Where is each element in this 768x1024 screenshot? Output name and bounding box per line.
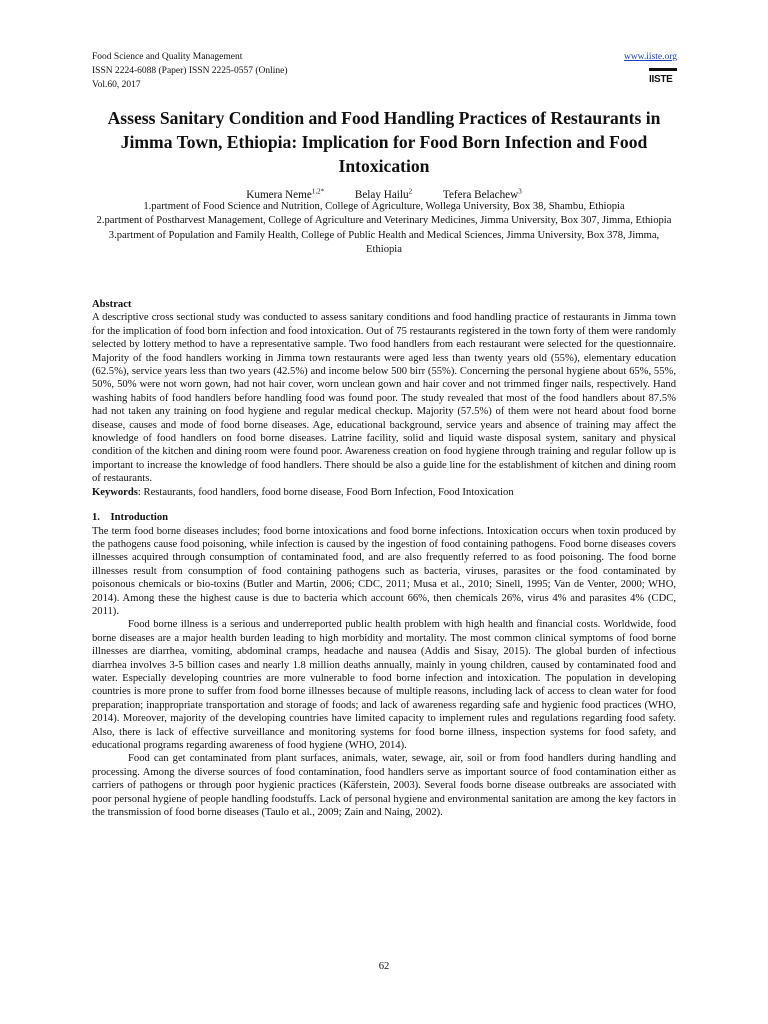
author-2: Belay Hailu$^2$ <box>354 187 413 201</box>
journal-url-link[interactable]: www.iiste.org <box>623 52 677 62</box>
paper-title: Assess Sanitary Condition and Food Handling Practices of Restaurants in Jimma Town, Ethiopia: Implication for Food Born Infection and Food Intoxication <box>107 108 661 176</box>
keywords-line <box>92 486 676 499</box>
intro-paragraph-1: The term food borne diseases includes; food borne intoxications and food borne infections. Intoxication occurs when toxin produced by the pathogens cause food poisoning, while infection is caused by the ingestion of food containing pathogens. Food borne diseases covers illnesses acquired through consumption of contaminated food, and are also frequently referred to as food poisoning. The food borne illnesses result from consumption of food containing pathogens such as bacteria, viruses, parasites or the food contaminated by poisonous chemicals or bio-toxins (Butler and Martin, 2006; CDC, 2011; Musa et al., 2010; Sinell, 1995; Van de Venter, 2000; WHO, 2014). Among these the highest cause is due to bacteria which account 66%, then chemicals 26%, virus 4% and parasites 4% (CDC, 2011). <box>92 525 676 617</box>
author-1: Kumera Neme$^{1,2*}$ <box>246 187 325 201</box>
keywords-label: Keywords <box>92 486 138 498</box>
affiliation-2: 2.partment of Postharvest Management, College of Agriculture and Veterinary Medicines, Jimma University, Box 307, Jimma, Ethiopia <box>96 215 672 227</box>
author-3: Tefera Belachew$^3$ <box>442 187 522 201</box>
section-heading-introduction: 1. Introduction <box>92 512 169 524</box>
volume-line: Vol.60, 2017 <box>92 80 141 90</box>
intro-paragraph-3: Food can get contaminated from plant surfaces, animals, water, sewage, air, soil or from food handlers during handling and processing. Among the diverse sources of food contamination, food handlers serve as important source of food contamination either as carriers of pathogens or through poor hygienic practices (Käferstein, 2003). Several foods borne disease outbreaks are associated with poor personal hygiene of people handling foodstuffs. Lack of personal hygiene and environmental sanitation are among the key factors in the transmission of food borne diseases (Taulo et al., 2009; Zain and Naing, 2002). <box>92 753 676 819</box>
page-number: 62 <box>378 961 390 972</box>
iiste-logo <box>649 68 677 90</box>
abstract-text: A descriptive cross sectional study was conducted to assess sanitary conditions and food handling practice of restaurants in Jimma town for the implication of food born infection and food intoxication. Out of 75 restaurants registered in the town forty of them were randomly selected by lottery method to have a representative sample. Two food handlers from each restaurant were selected for the questionnaire. Majority of the food handlers working in Jimma town restaurants were aged less than twenty years old (55%), elementary education (62.5%), service years less than two years (42.5%) and income below 500 birr (55%). Concerning the personal hygiene about 65%, 55%, 50%, 50% were not worn gown, had not hair cover, worn unclean gown and hair cover and not trimmed finger nails, respectively. Hand washing habits of food handlers before handling food was found poor. The study revealed that most of the food handlers about 87.5% had not taken any training on food hygiene and regular medical checkup. Majority (57.5%) of them were not heard about food borne disease, causes and mode of food borne diseases. Age, educational background, service years and absence of training may affect the knowledge of food handlers on food borne diseases. Latrine facility, solid and liquid waste disposal system, sanitary and physical condition of the kitchen and dining room were found poor. Awareness creation on food hygiene through training and regular follow up is important to increase the knowledge of food handlers. There should be also a guide line for the establishment of kitchen and dining room of restaurants. <box>92 312 676 485</box>
intro-paragraph-2: Food borne illness is a serious and underreported public health problem with high health and financial costs. Worldwide, food borne diseases are a major health burden leading to high morbidity and mortality. The most common clinical symptoms of food borne illnesses are diarrhea, vomiting, abdominal cramps, headache and nausea (Addis and Sisay, 2015). The global burden of infectious diarrhea involves 3-5 billion cases and nearly 1.8 million deaths annually, mainly in young children, caused by contaminated food and water. Especially developing countries are more vulnerable to food borne infection and intoxication. The population in developing countries is more prone to suffer from food borne illnesses because of multiple reasons, including lack of access to clean water for food preparation; inappropriate transportation and storage of foods; and lack of awareness regarding safe and hygienic food practices (WHO, 2014). Moreover, majority of the developing countries have limited capacity to implement rules and regulations regarding food safety. Also, there is lack of effective surveillance and monitoring systems for food borne illness, inspection systems for food safety, and educational programs regarding awareness of food hygiene (WHO, 2014). <box>92 619 676 751</box>
journal-name: Food Science and Quality Management <box>92 52 243 62</box>
journal-link-area <box>624 50 677 64</box>
journal-header <box>92 50 288 92</box>
logo-bar <box>649 68 677 71</box>
logo-text: IISTE <box>649 74 673 85</box>
affiliation-1: 1.partment of Food Science and Nutrition, College of Agriculture, Wollega University, Box 38, Shambu, Ethiopia <box>143 201 625 212</box>
affiliation-3: 3.partment of Population and Family Health, College of Public Health and Medical Sciences, Jimma University, Box 378, Jimma, Ethiopia <box>108 229 660 256</box>
abstract-heading: Abstract <box>92 299 132 310</box>
issn-line: ISSN 2224-6088 (Paper) ISSN 2225-0557 (Online) <box>92 66 288 76</box>
paper-body <box>92 298 676 819</box>
affiliations <box>92 200 676 258</box>
keywords-text: : Restaurants, food handlers, food borne disease, Food Born Infection, Food Intoxication <box>137 486 514 498</box>
